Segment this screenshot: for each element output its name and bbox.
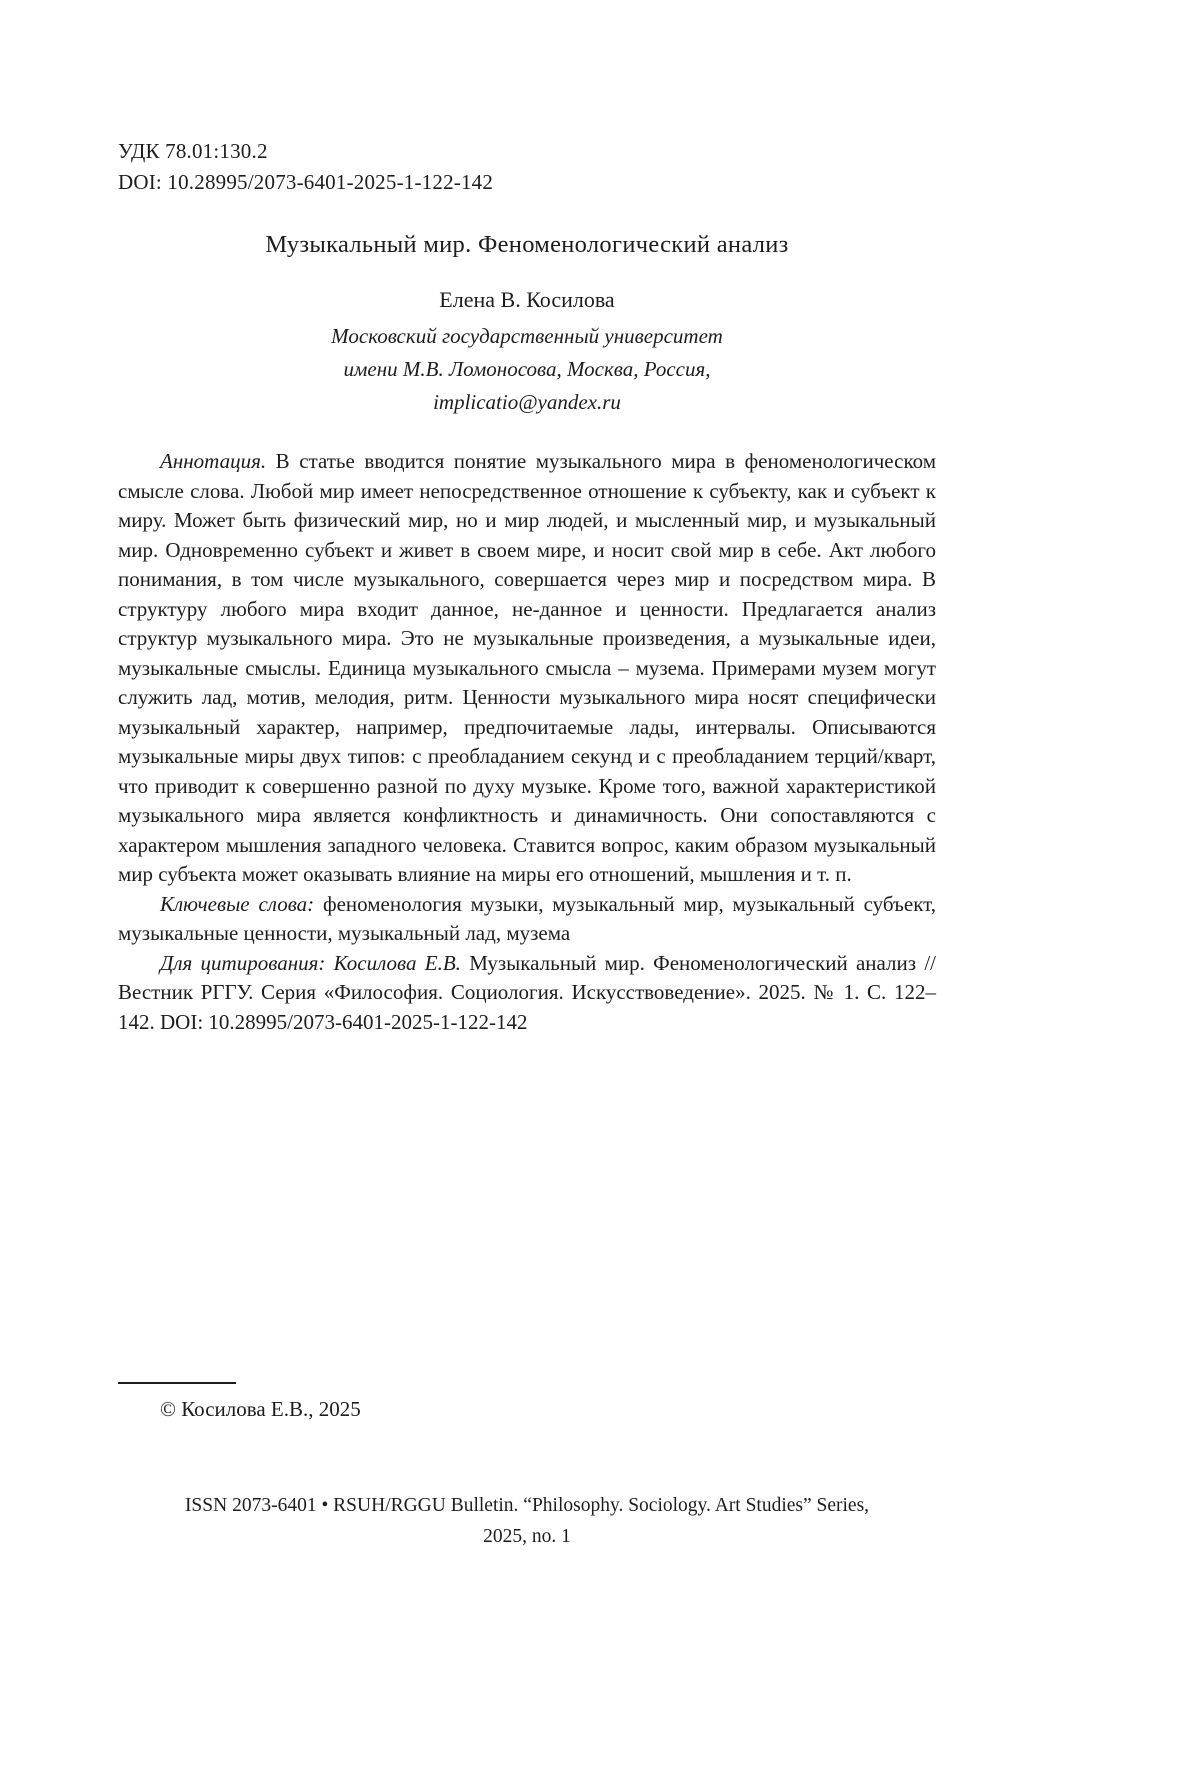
citation-text: Музыкальный мир. Феноменологический анализ // Вестник РГГУ. Серия «Философия. Социология. Искусствоведение». 2025. № 1. С. 122–142. DOI: 10.28995/2073-6401-2025-1-122-142	[118, 950, 936, 1034]
abstract-paragraph	[118, 447, 936, 890]
affiliation-line-1: Московский государственный университет	[331, 324, 723, 348]
citation-label: Для цитирования:	[160, 950, 326, 975]
footnote-rule	[118, 1382, 236, 1384]
copyright-block	[118, 1382, 936, 1422]
keywords-paragraph	[118, 890, 936, 949]
citation-paragraph	[118, 949, 936, 1038]
author-name: Елена В. Косилова	[439, 287, 615, 312]
abstract-label: Аннотация.	[160, 449, 267, 473]
keywords-text: феноменология музыки, музыкальный мир, музыкальный субъект, музыкальные ценности, музыкальный лад, музема	[118, 891, 936, 945]
abstract-keywords-block	[118, 447, 936, 1037]
article-title: Музыкальный мир. Феноменологический анализ	[265, 231, 789, 258]
journal-footer	[118, 1490, 936, 1552]
affiliation-line-2: имени М.В. Ломоносова, Москва, Россия,	[343, 357, 711, 381]
doi-line: DOI: 10.28995/2073-6401-2025-1-122-142	[118, 170, 494, 194]
abstract-text: В статье вводится понятие музыкального мира в феноменологическом смысле слова. Любой мир имеет непосредственное отношение к субъекту, как и субъект к миру. Может быть физический мир, но и мир людей, и мысленный мир, и музыкальный мир. Одновременно субъект и живет в своем мире, и носит свой мир в себе. Акт любого понимания, в том числе музыкального, совершается через мир и посредством мира. В структуру любого мира входит данное, не-данное и ценности. Предлагается анализ структур музыкального мира. Это не музыкальные произведения, а музыкальные идеи, музыкальные смыслы. Единица музыкального смысла – музема. Примерами музем могут служить лад, мотив, мелодия, ритм. Ценности музыкального мира носят специфически музыкальный характер, например, предпочитаемые лады, интервалы. Описываются музыкальные миры двух типов: с преобладанием секунд и с преобладанием терций/кварт, что приводит к совершенно разной по духу музыке. Кроме того, важной характеристикой музыкального мира является конфликтность и динамичность. Они сопоставляются с характером мышления западного человека. Ставится вопрос, каким образом музыкальный мир субъекта может оказывать влияние на миры его отношений, мышления и т. п.	[118, 449, 936, 886]
author-affiliation	[118, 320, 936, 419]
author-email: implicatio@yandex.ru	[433, 390, 621, 414]
copyright-text: © Косилова Е.В., 2025	[160, 1397, 361, 1421]
citation-author: Косилова Е.В.	[325, 950, 461, 975]
article-content	[118, 136, 936, 1037]
footer-issue-line: 2025, no. 1	[483, 1526, 571, 1547]
footer-issn-line: ISSN 2073-6401 • RSUH/RGGU Bulletin. “Philosophy. Sociology. Art Studies” Series,	[184, 1495, 870, 1516]
udc-line: УДК 78.01:130.2	[118, 139, 268, 163]
keywords-label: Ключевые слова:	[160, 891, 315, 916]
